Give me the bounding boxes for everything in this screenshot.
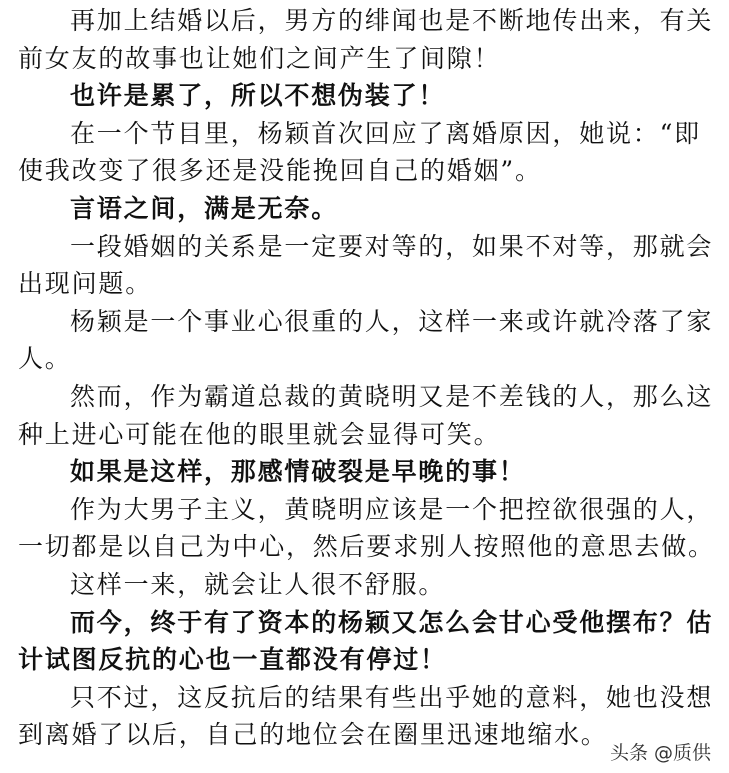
text-line: 前女友的故事也让她们之间产生了间隙！: [18, 43, 501, 73]
text-line: 再加上结婚以后，男方的绯闻也是不断地传出来，有关: [70, 6, 714, 35]
text-line: 到离婚了以后，自己的地位会在圈里迅速地缩水。: [18, 720, 608, 750]
text-line: 使我改变了很多还是没能挽回自己的婚姻”。: [18, 156, 542, 186]
paragraph: [18, 491, 718, 566]
text-line: 只不过，这反抗后的结果有些出乎她的意料，她也没想: [70, 682, 714, 712]
paragraph: [18, 228, 718, 303]
text-line: 在一个节目里，杨颖首次回应了离婚原因，她说：“即: [70, 118, 701, 148]
text-line: 杨颖是一个事业心很重的人，这样一来或许就冷落了家: [70, 306, 714, 336]
bold-paragraph: [18, 604, 718, 679]
text-line: 种上进心可能在他的眼里就会显得可笑。: [18, 419, 501, 449]
text-line: 出现问题。: [18, 269, 153, 299]
text-line: 作为大男子主义，黄晓明应该是一个把控欲很强的人，: [70, 494, 714, 524]
paragraph: [18, 566, 718, 604]
text-line: 一切都是以自己为中心，然后要求别人按照他的意思去做。: [18, 532, 715, 562]
article-body: [18, 2, 718, 754]
text-line: 而今，终于有了资本的杨颖又怎么会甘心受他摆布？估: [70, 607, 714, 637]
text-line: 一段婚姻的关系是一定要对等的，如果不对等，那就会: [70, 231, 714, 261]
text-line: 人。: [18, 344, 72, 374]
paragraph: [18, 303, 718, 378]
text-line: 这样一来，就会让人很不舒服。: [70, 569, 446, 599]
paragraph: [18, 115, 718, 190]
text-line: 如果是这样，那感情破裂是早晚的事！: [70, 457, 526, 487]
bold-paragraph: [18, 190, 718, 228]
text-line: 计试图反抗的心也一直都没有停过！: [18, 645, 447, 675]
text-line: 言语之间，满是无奈。: [70, 193, 339, 223]
text-line: 也许是累了，所以不想伪装了！: [70, 81, 446, 111]
watermark: 头条 @质供: [609, 742, 711, 764]
text-line: 然而，作为霸道总裁的黄晓明又是不差钱的人，那么这: [70, 381, 714, 411]
paragraph: [18, 2, 718, 77]
bold-paragraph: [18, 453, 718, 491]
paragraph: [18, 378, 718, 453]
bold-paragraph: [18, 77, 718, 115]
